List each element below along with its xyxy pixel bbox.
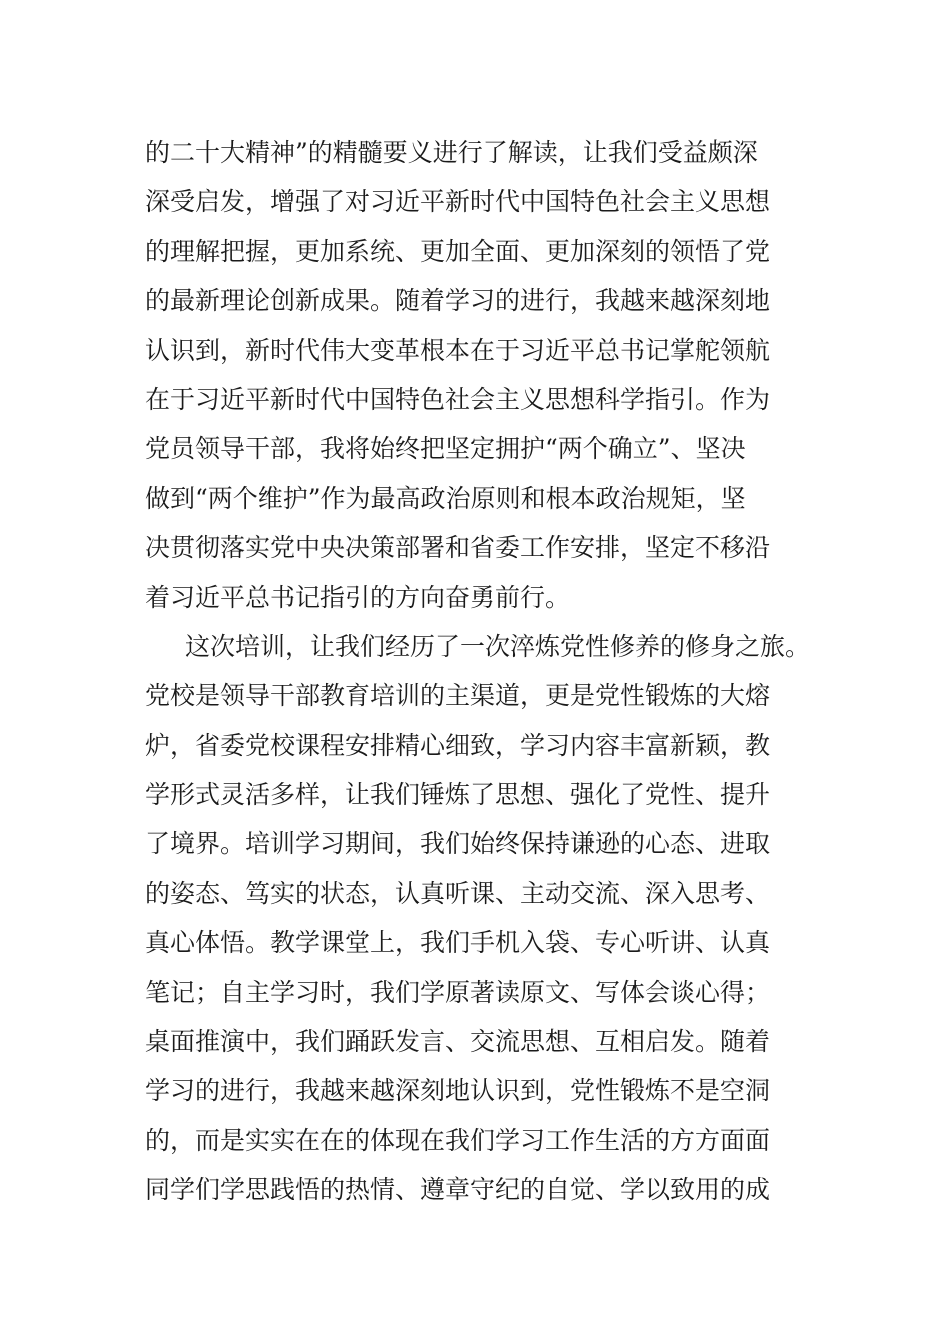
- text-line: 同学们学思践悟的热情、遵章守纪的自觉、学以致用的成: [145, 1175, 771, 1205]
- text-line: 学形式灵活多样，让我们锤炼了思想、强化了党性、提升: [145, 780, 771, 810]
- text-line: 的，而是实实在在的体现在我们学习工作生活的方方面面: [145, 1125, 771, 1155]
- text-line: 党员领导干部，我将始终把坚定拥护“两个确立”、坚决: [145, 434, 746, 464]
- text-line: 决贯彻落实党中央决策部署和省委工作安排，坚定不移沿: [145, 533, 771, 563]
- text-line: 深受启发，增强了对习近平新时代中国特色社会主义思想: [145, 187, 771, 217]
- text-line: 党校是领导干部教育培训的主渠道，更是党性锻炼的大熔: [145, 681, 771, 711]
- body-text: [145, 128, 825, 1215]
- text-line: 的理解把握，更加系统、更加全面、更加深刻的领悟了党: [145, 236, 771, 266]
- text-line: 的二十大精神”的精髓要义进行了解读，让我们受益颇深: [145, 138, 758, 167]
- text-line: 真心体悟。教学课堂上，我们手机入袋、专心听讲、认真: [145, 928, 771, 958]
- text-line: 的最新理论创新成果。随着学习的进行，我越来越深刻地: [145, 286, 771, 316]
- text-line: 学习的进行，我越来越深刻地认识到，党性锻炼不是空洞: [145, 1076, 771, 1106]
- text-line: 做到“两个维护”作为最高政治原则和根本政治规矩，坚: [145, 483, 746, 513]
- paragraph-start-line: 这次培训，让我们经历了一次淬炼党性修养的修身之旅。: [185, 631, 811, 661]
- text-line: 的姿态、笃实的状态，认真听课、主动交流、深入思考、: [145, 878, 771, 908]
- text-line: 了境界。培训学习期间，我们始终保持谦逊的心态、进取: [145, 829, 771, 859]
- text-line: 着习近平总书记指引的方向奋勇前行。: [145, 582, 571, 612]
- text-line: 在于习近平新时代中国特色社会主义思想科学指引。作为: [145, 384, 771, 414]
- text-line: 认识到，新时代伟大变革根本在于习近平总书记掌舵领航: [145, 335, 771, 365]
- text-line: 桌面推演中，我们踊跃发言、交流思想、互相启发。随着: [145, 1027, 771, 1057]
- text-line: 炉，省委党校课程安排精心细致，学习内容丰富新颖，教: [145, 730, 771, 760]
- text-line: 笔记；自主学习时，我们学原著读原文、写体会谈心得；: [145, 977, 771, 1007]
